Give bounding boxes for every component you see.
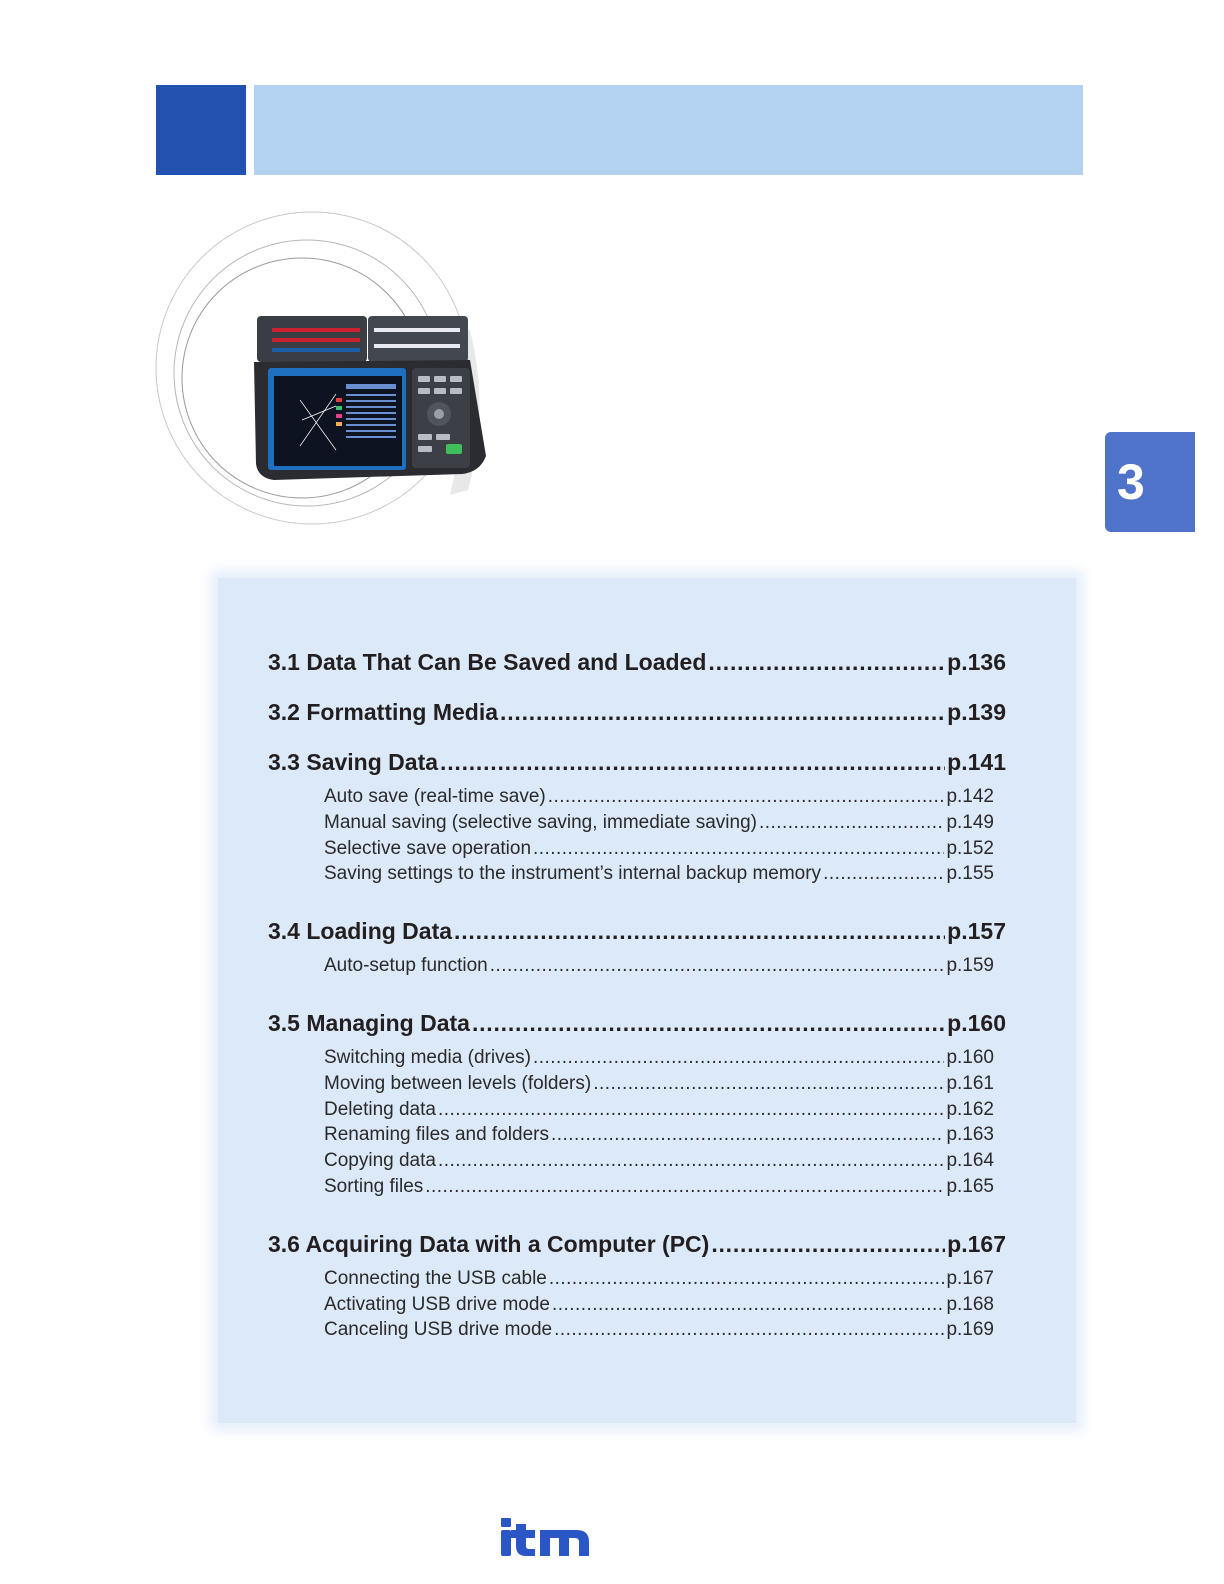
toc-section-page: p.157: [947, 918, 1006, 945]
toc-item-page: p.152: [946, 837, 994, 859]
dot-leader: [438, 1097, 944, 1123]
chapter-tab-number: 3: [1117, 454, 1145, 510]
toc-item-page: p.159: [946, 955, 994, 977]
data-logger-illustration: [150, 210, 500, 530]
toc-item-page: p.168: [946, 1293, 994, 1315]
toc-item-page: p.160: [946, 1046, 994, 1068]
dot-leader: [711, 1228, 945, 1260]
dot-leader: [490, 953, 945, 979]
toc-section-title: 3.2 Formatting Media: [268, 699, 499, 725]
toc-item[interactable]: [324, 784, 994, 810]
toc-section-title: 3.5 Managing Data: [268, 1009, 470, 1036]
dot-leader: [823, 861, 944, 887]
toc-item[interactable]: [324, 810, 994, 836]
toc-section-page: p.139: [947, 699, 1006, 725]
toc-item-label: Switching media (drives): [324, 1046, 531, 1068]
chapter-header-bar: [254, 85, 1083, 175]
itm-logo: [498, 1514, 592, 1558]
toc-section-page: p.141: [947, 749, 1006, 775]
toc-section[interactable]: [268, 646, 1006, 678]
toc-section[interactable]: [268, 1228, 1006, 1260]
dot-leader: [759, 810, 944, 836]
toc-item[interactable]: [324, 861, 994, 887]
toc-item-label: Selective save operation: [324, 837, 532, 859]
toc-section-title: 3.4 Loading Data: [268, 918, 453, 945]
toc-item-page: p.167: [946, 1267, 994, 1289]
toc-item-label: Saving settings to the instrument’s internal backup memory: [324, 863, 822, 885]
toc-item[interactable]: [324, 1122, 994, 1148]
toc-item-label: Deleting data: [324, 1098, 436, 1120]
toc-item[interactable]: [324, 836, 994, 862]
toc-item[interactable]: [324, 1045, 994, 1071]
toc-section[interactable]: [268, 746, 1006, 778]
toc-item-label: Connecting the USB cable: [324, 1267, 547, 1289]
toc-item[interactable]: [324, 1071, 994, 1097]
toc-item[interactable]: [324, 1266, 994, 1292]
toc-item-label: Renaming files and folders: [324, 1124, 549, 1146]
dot-leader: [554, 1317, 944, 1343]
toc-item-page: p.155: [946, 863, 994, 885]
toc-item-page: p.161: [946, 1072, 994, 1094]
toc-item[interactable]: [324, 1174, 994, 1200]
dot-leader: [533, 1045, 944, 1071]
toc-item-label: Canceling USB drive mode: [324, 1319, 553, 1341]
toc-section-page: p.136: [947, 649, 1006, 675]
toc-item-page: p.165: [946, 1175, 994, 1197]
chapter-header-block: [156, 85, 246, 175]
dot-leader: [548, 784, 945, 810]
toc-section-page: p.160: [947, 1009, 1006, 1036]
toc-item-label: Auto-setup function: [324, 955, 488, 977]
dot-leader: [708, 646, 945, 678]
dot-leader: [549, 1266, 945, 1292]
toc-section[interactable]: [268, 915, 1006, 947]
dot-leader: [533, 836, 944, 862]
chapter-tab: [1105, 432, 1195, 532]
toc-item-label: Auto save (real-time save): [324, 786, 546, 807]
toc-item-label: Manual saving (selective saving, immediate saving): [324, 811, 757, 833]
toc-section-title: 3.3 Saving Data: [268, 749, 439, 775]
toc-section-page: p.167: [947, 1230, 1006, 1257]
dot-leader: [438, 1148, 944, 1174]
toc-section[interactable]: [268, 1007, 1006, 1039]
toc-item-label: Sorting files: [324, 1175, 424, 1197]
toc-section[interactable]: [268, 696, 1006, 728]
toc-item-page: p.142: [946, 786, 994, 807]
toc-item-page: p.149: [946, 811, 994, 833]
toc-item[interactable]: [324, 1097, 994, 1123]
dot-leader: [472, 1007, 945, 1039]
dot-leader: [500, 696, 945, 728]
toc-section-title: 3.6 Acquiring Data with a Computer (PC): [268, 1230, 710, 1257]
toc-section-title: 3.1 Data That Can Be Saved and Loaded: [268, 649, 707, 675]
dot-leader: [552, 1292, 944, 1318]
toc-item-page: p.164: [946, 1150, 994, 1172]
dot-leader: [454, 915, 945, 947]
dot-leader: [440, 746, 945, 778]
toc-item-label: Moving between levels (folders): [324, 1072, 592, 1094]
toc-item-label: Copying data: [324, 1150, 436, 1172]
toc-item[interactable]: [324, 1148, 994, 1174]
table-of-contents: [268, 646, 1006, 1343]
dot-leader: [593, 1071, 944, 1097]
toc-item[interactable]: [324, 1317, 994, 1343]
toc-item[interactable]: [324, 953, 994, 979]
dot-leader: [551, 1122, 944, 1148]
toc-item-label: Activating USB drive mode: [324, 1293, 550, 1315]
toc-item-page: p.169: [946, 1319, 994, 1341]
toc-item[interactable]: [324, 1292, 994, 1318]
toc-item-page: p.162: [946, 1098, 994, 1120]
toc-item-page: p.163: [946, 1124, 994, 1146]
dot-leader: [425, 1174, 944, 1200]
